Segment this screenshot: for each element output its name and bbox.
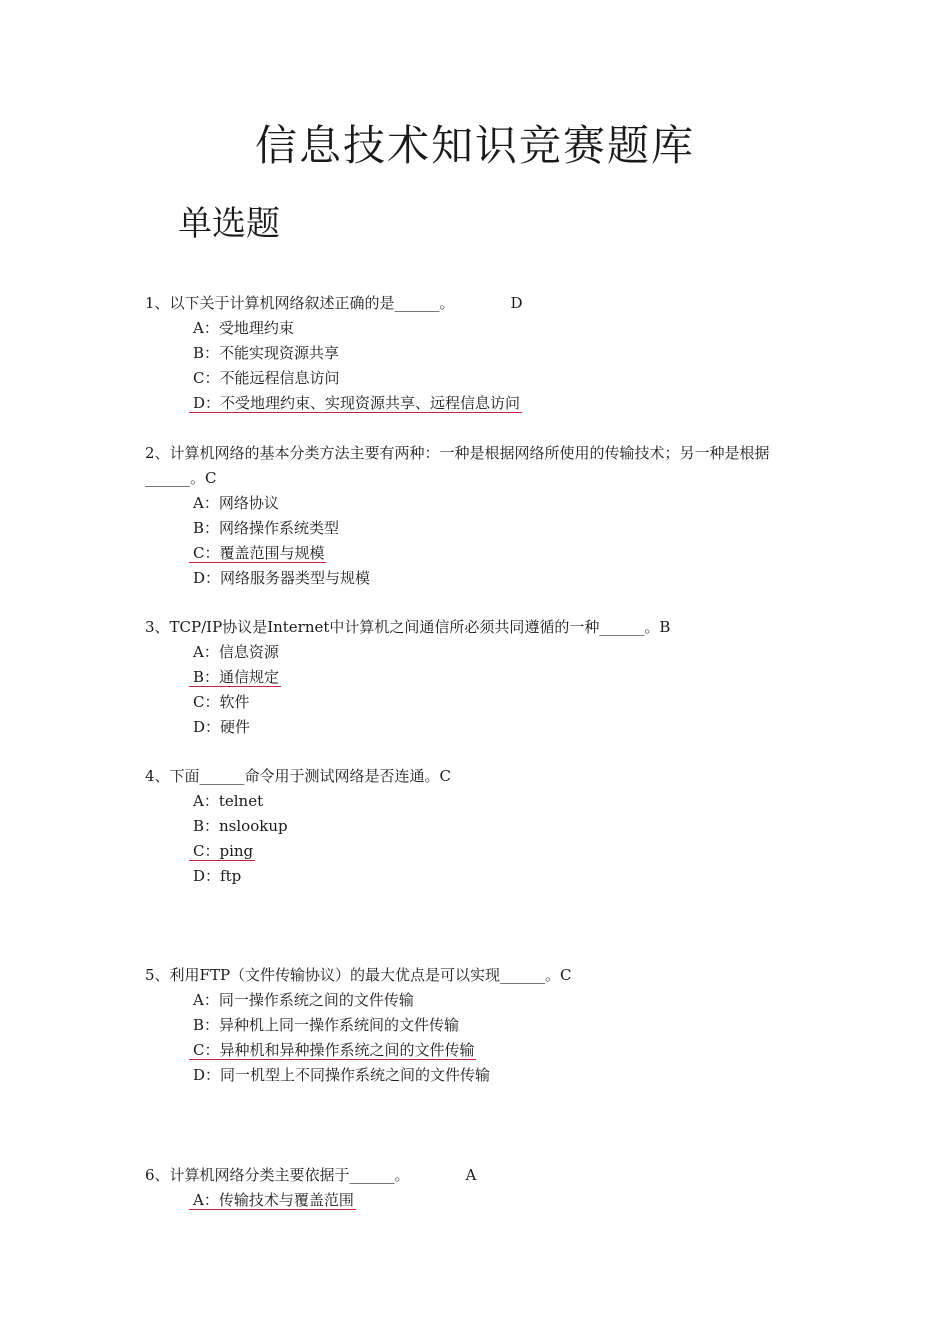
option-c-correct: C：覆盖范围与规模 bbox=[145, 541, 815, 566]
option-a: A：受地理约束 bbox=[193, 319, 294, 337]
option-d-correct: D：不受地理约束、实现资源共享、远程信息访问 bbox=[145, 391, 815, 416]
section-heading: 单选题 bbox=[178, 204, 280, 244]
option-d: D：硬件 bbox=[193, 718, 251, 736]
question-1 bbox=[145, 291, 815, 416]
option-c-correct: C：异种机和异种操作系统之间的文件传输 bbox=[145, 1038, 815, 1063]
question-stem: 3、TCP/IP协议是Internet中计算机之间通信所必须共同遵循的一种______。B bbox=[145, 618, 671, 636]
question-stem: 6、计算机网络分类主要依据于______。 A bbox=[145, 1166, 477, 1184]
option-d: D：同一机型上不同操作系统之间的文件传输 bbox=[193, 1066, 491, 1084]
option-b: B：网络操作系统类型 bbox=[193, 519, 340, 537]
question-5 bbox=[145, 963, 815, 1088]
option-a: A：信息资源 bbox=[193, 643, 279, 661]
question-4 bbox=[145, 764, 815, 889]
option-a: A：同一操作系统之间的文件传输 bbox=[193, 991, 414, 1009]
option-a: A：网络协议 bbox=[193, 494, 279, 512]
question-stem: 5、利用FTP（文件传输协议）的最大优点是可以实现______。C bbox=[145, 966, 572, 984]
option-d: D：ftp bbox=[193, 867, 242, 885]
question-stem: 1、以下关于计算机网络叙述正确的是______。 D bbox=[145, 294, 523, 312]
question-3 bbox=[145, 615, 815, 740]
option-b: B：不能实现资源共享 bbox=[193, 344, 340, 362]
option-b: B：异种机上同一操作系统间的文件传输 bbox=[193, 1016, 460, 1034]
question-2 bbox=[145, 441, 815, 591]
option-b: B：nslookup bbox=[193, 817, 288, 835]
option-c-correct: C：ping bbox=[145, 839, 815, 864]
option-c: C：不能远程信息访问 bbox=[193, 369, 340, 387]
option-d: D：网络服务器类型与规模 bbox=[193, 569, 371, 587]
question-stem: 4、下面______命令用于测试网络是否连通。C bbox=[145, 767, 452, 785]
option-b-correct: B：通信规定 bbox=[145, 665, 815, 690]
option-c: C：软件 bbox=[193, 693, 250, 711]
page-title: 信息技术知识竞赛题库 bbox=[254, 121, 695, 170]
option-a: A：telnet bbox=[193, 792, 264, 810]
question-stem: 2、计算机网络的基本分类方法主要有两种：一种是根据网络所使用的传输技术；另一种是根据______。C bbox=[145, 444, 770, 487]
option-a-correct: A：传输技术与覆盖范围 bbox=[145, 1188, 815, 1213]
answer-key: A bbox=[465, 1166, 477, 1184]
question-6 bbox=[145, 1163, 815, 1213]
answer-key: D bbox=[510, 294, 523, 312]
